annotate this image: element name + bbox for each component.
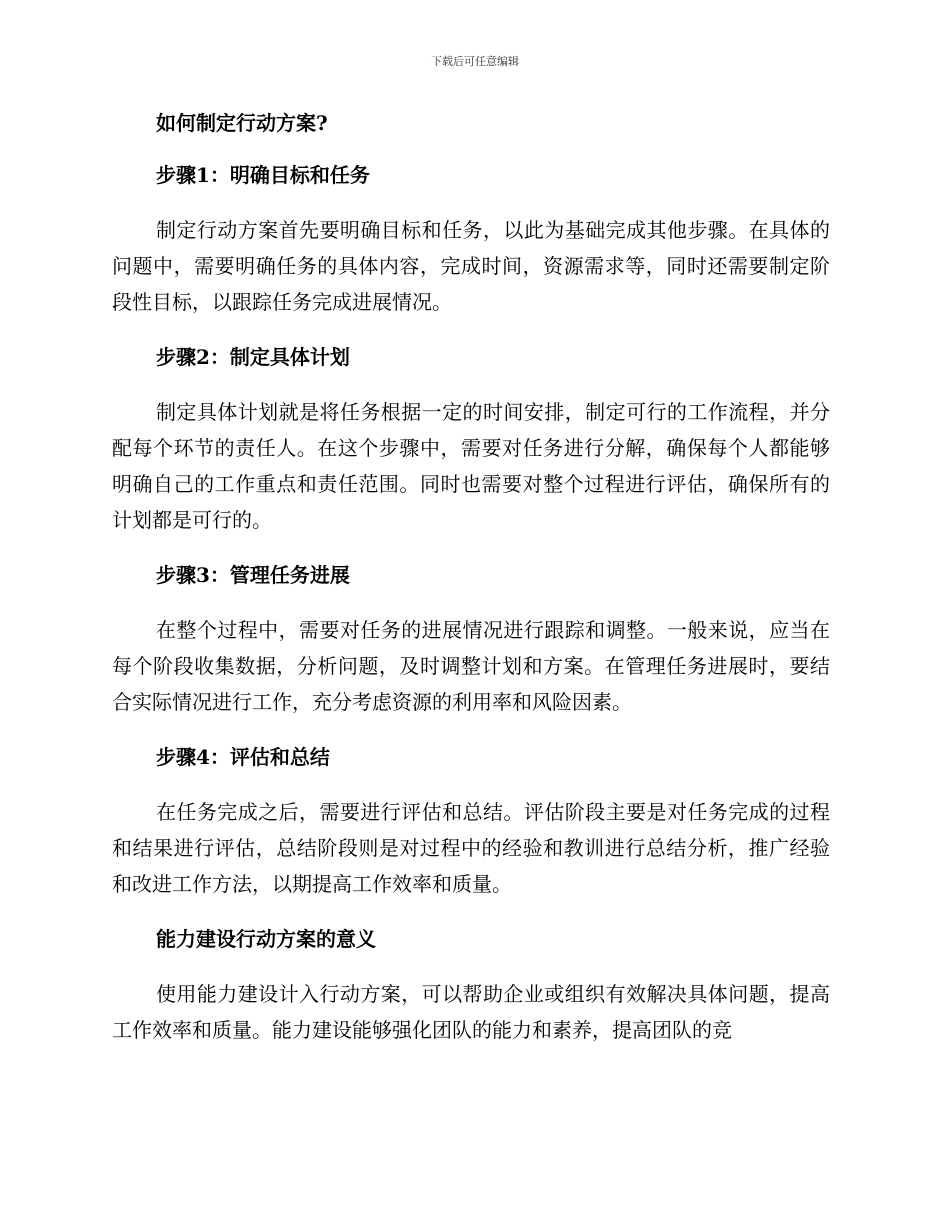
document-body: [112, 108, 830, 1048]
section-body-step-1: 制定行动方案首先要明确目标和任务，以此为基础完成其他步骤。在具体的问题中，需要明确任务的具体内容，完成时间，资源需求等，同时还需要制定阶段性目标，以跟踪任务完成进展情况。: [112, 218, 830, 314]
page-header-note: 下载后可任意编辑: [431, 55, 519, 68]
section-body-step-3: 在整个过程中，需要对任务的进展情况进行跟踪和调整。一般来说，应当在每个阶段收集数据，分析问题，及时调整计划和方案。在管理任务进展时，要结合实际情况进行工作，充分考虑资源的利用率和风险因素。: [112, 618, 830, 714]
section-heading-step-3: 步骤3：管理任务进展: [156, 563, 350, 587]
section-heading-step-4: 步骤4：评估和总结: [156, 745, 330, 769]
section-heading-significance: 能力建设行动方案的意义: [156, 927, 376, 951]
section-body-step-2: 制定具体计划就是将任务根据一定的时间安排，制定可行的工作流程，并分配每个环节的责任人。在这个步骤中，需要对任务进行分解，确保每个人都能够明确自己的工作重点和责任范围。同时也需要对整个过程进行评估，确保所有的计划都是可行的。: [112, 400, 830, 532]
section-body-significance: 使用能力建设计入行动方案，可以帮助企业或组织有效解决具体问题，提高工作效率和质量。能力建设能够强化团队的能力和素养，提高团队的竞: [112, 982, 830, 1042]
section-heading-step-1: 步骤1：明确目标和任务: [156, 163, 370, 187]
section-heading-step-2: 步骤2：制定具体计划: [156, 345, 350, 369]
document-title: 如何制定行动方案?: [156, 111, 328, 135]
section-body-step-4: 在任务完成之后，需要进行评估和总结。评估阶段主要是对任务完成的过程和结果进行评估，总结阶段则是对过程中的经验和教训进行总结分析，推广经验和改进工作方法，以期提高工作效率和质量。: [112, 800, 830, 896]
